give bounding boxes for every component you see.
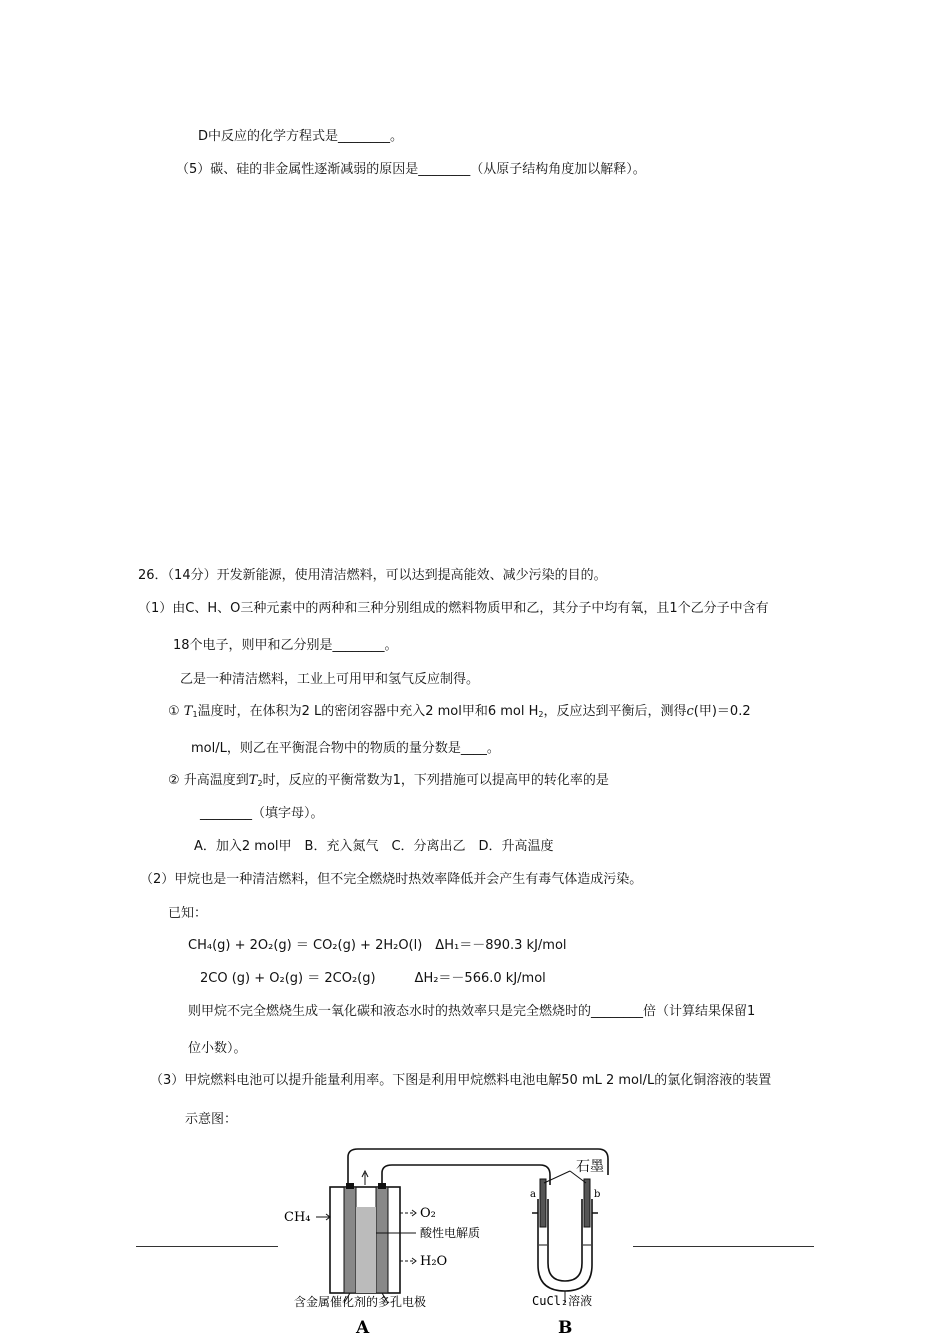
q26-options: A．加入2 mol甲 B．充入氮气 C．分离出乙 D．升高温度 <box>194 839 554 854</box>
u-tube-inner <box>548 1199 582 1281</box>
cell-a-terminal-left <box>346 1183 354 1189</box>
q25-d-equation: D中反应的化学方程式是________。 <box>198 129 404 144</box>
cell-a-electrolyte <box>356 1207 376 1293</box>
electrolyte-label: 酸性电解质 <box>420 1226 481 1240</box>
footer-rule-right <box>633 1246 814 1247</box>
fuel-cell-electrolysis-diagram <box>280 1145 640 1341</box>
cell-a-electrode-left <box>344 1187 356 1293</box>
q26-equation-2: 2CO (g) + O₂(g) ＝ 2CO₂(g) ΔH₂＝－566.0 kJ/mol <box>200 971 546 986</box>
outer-wire <box>348 1149 608 1185</box>
q26-known: 已知： <box>168 906 208 921</box>
cell-b-label: B <box>558 1318 573 1338</box>
q26-sub1-line1: ① $T_1$温度时，在体积为2 L的密闭容器中充入2 mol甲和6 mol $H_2$，反应达到平衡后，测得c(甲)＝0.2 <box>168 704 751 719</box>
q26-part2-question-line1: 则甲烷不完全燃烧生成一氧化碳和液态水时的热效率只是完全燃烧时的________倍（计算结果保留1 <box>188 1004 756 1019</box>
q25-part5: （5）碳、硅的非金属性逐渐减弱的原因是________（从原子结构角度加以解释）。 <box>176 162 646 177</box>
cell-a-terminal-right <box>378 1183 386 1189</box>
q26-sub1-line2: mol/L，则乙在平衡混合物中的物质的量分数是____。 <box>191 741 500 756</box>
ch4-label: CH₄ <box>284 1210 311 1225</box>
q26-part1-line2: 18个电子，则甲和乙分别是________。 <box>173 638 398 653</box>
q26-part3-line2: 示意图： <box>185 1112 238 1127</box>
footer-rule-left <box>136 1246 278 1247</box>
q26-part2-line1: （2）甲烷也是一种清洁燃料，但不完全燃烧时热效率降低并会产生有毒气体造成污染。 <box>140 872 643 887</box>
q26-sub2-line1: ② 升高温度到$T_2$时，反应的平衡常数为1，下列措施可以提高甲的转化率的是 <box>168 773 609 788</box>
electrode-label: 含金属催化剂的多孔电极 <box>294 1295 427 1309</box>
q26-equation-1: CH₄(g) + 2O₂(g) ＝ CO₂(g) + 2H₂O(l) ΔH₁＝－890.3 kJ/mol <box>188 938 567 953</box>
q26-part1-line1: （1）由C、H、O三种元素中的两种和三种分别组成的燃料物质甲和乙，其分子中均有氧，且1个乙分子中含有 <box>138 601 769 616</box>
q26-intro: 26．（14分）开发新能源，使用清洁燃料，可以达到提高能效、减少污染的目的。 <box>138 568 607 583</box>
graphite-label: 石墨 <box>576 1159 604 1175</box>
q26-part3-line1: （3）甲烷燃料电池可以提升能量利用率。下图是利用甲烷燃料电池电解50 mL 2 mol/L的氯化铜溶液的装置 <box>150 1073 772 1088</box>
q26-part2-question-line2: 位小数）。 <box>188 1041 247 1056</box>
q26-sub2-line2: ________（填字母）。 <box>200 806 324 821</box>
cell-a-label: A <box>356 1318 370 1338</box>
electrode-b-label: b <box>594 1189 601 1200</box>
q26-part1-line3: 乙是一种清洁燃料，工业上可用甲和氢气反应制得。 <box>180 672 480 687</box>
h2o-label: H₂O <box>420 1254 448 1269</box>
inner-wire <box>382 1165 550 1185</box>
graphite-electrode-b <box>584 1179 590 1227</box>
electrode-a-label: a <box>530 1189 536 1200</box>
solution-label: CuCl₂溶液 <box>532 1294 593 1308</box>
graphite-electrode-a <box>540 1179 546 1227</box>
cell-a-electrode-right <box>376 1187 388 1293</box>
o2-label: O₂ <box>420 1206 436 1221</box>
